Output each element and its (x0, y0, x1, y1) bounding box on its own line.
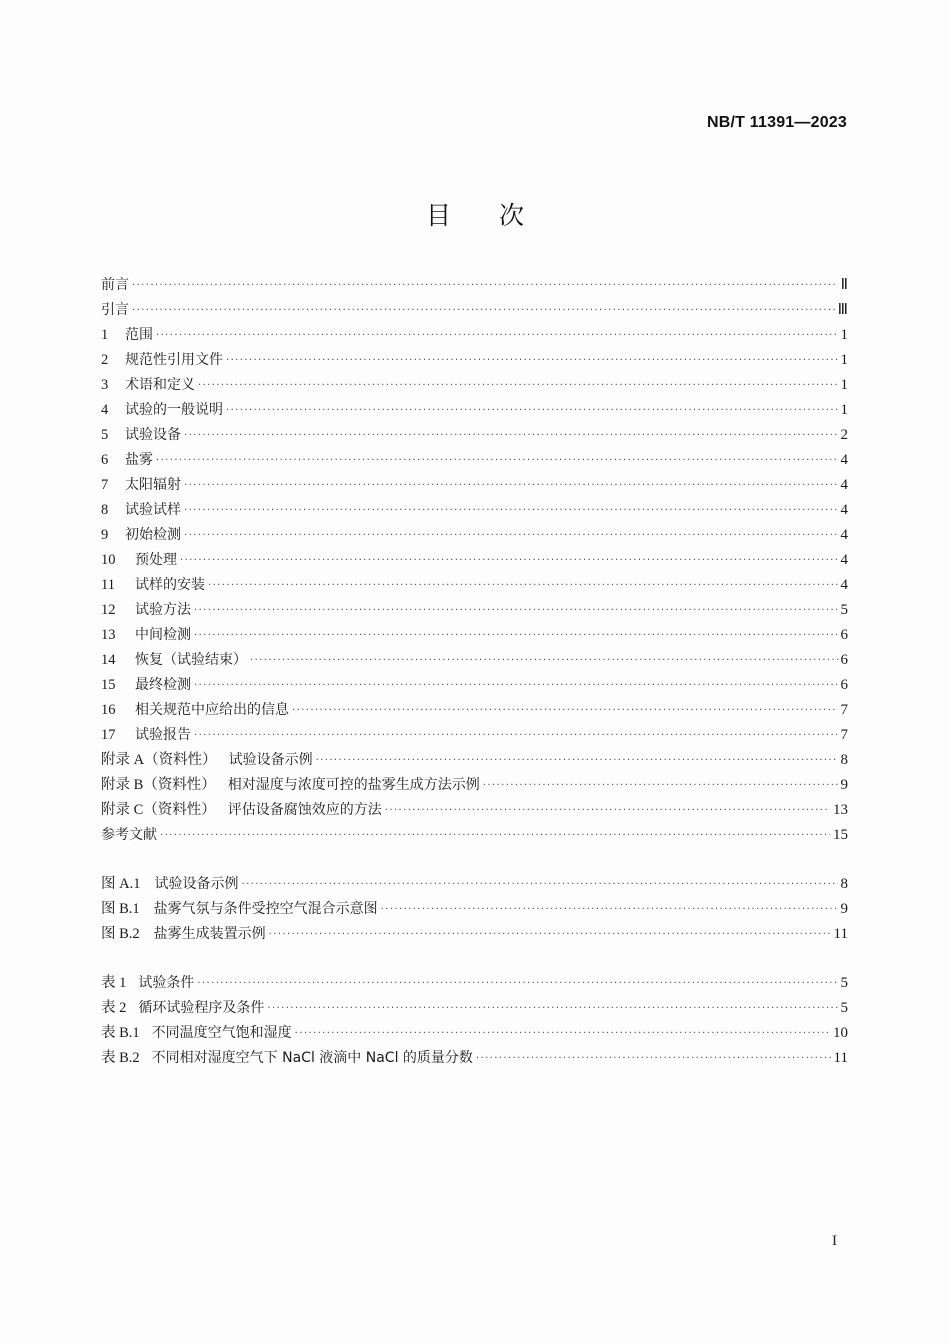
toc-entry[interactable] (101, 473, 848, 498)
toc-entry-title: 中间检测 (135, 627, 191, 643)
toc-entry-title: 盐雾 (125, 452, 153, 468)
toc-entry-title: 评估设备腐蚀效应的方法 (227, 802, 382, 818)
toc-entry-page: 7 (840, 727, 848, 743)
toc-entry[interactable] (101, 373, 848, 398)
toc-entry[interactable] (101, 698, 848, 723)
toc-figures-section (101, 872, 848, 947)
dot-leader (194, 673, 838, 698)
toc-entry-number: 3 (101, 377, 109, 393)
table-entry-number: 表 B.2 (101, 1050, 140, 1066)
dot-leader (269, 922, 831, 947)
toc-entry-page: 15 (833, 827, 848, 843)
toc-main-section (101, 273, 848, 848)
toc-entry-page: 5 (840, 602, 848, 618)
toc-entry[interactable] (101, 548, 848, 573)
figure-entry-page: 11 (833, 926, 848, 942)
table-entry-title: 不同相对湿度空气下 NaCl 液滴中 NaCl 的质量分数 (151, 1050, 473, 1066)
toc-entry[interactable] (101, 273, 848, 298)
toc-entry-page: 9 (840, 777, 848, 793)
dot-leader (156, 448, 838, 473)
toc-entry-title: 试验报告 (135, 727, 191, 743)
figure-entry[interactable] (101, 922, 848, 947)
figure-entry-number: 图 B.2 (101, 926, 140, 942)
table-entry-page: 11 (833, 1050, 848, 1066)
toc-entry-number: 附录 A（资料性） (101, 752, 217, 768)
toc-entry[interactable] (101, 773, 848, 798)
figure-entry-title: 试验设备示例 (154, 876, 239, 892)
toc-entry-page: 4 (840, 552, 848, 568)
toc-entry[interactable] (101, 598, 848, 623)
table-entry-number: 表 2 (101, 1000, 127, 1016)
toc-entry[interactable] (101, 648, 848, 673)
toc-entry-title: 范围 (125, 327, 153, 343)
toc-entry[interactable] (101, 798, 848, 823)
table-entry-number: 表 1 (101, 975, 127, 991)
dot-leader (132, 298, 835, 323)
toc-entry-page: 8 (840, 752, 848, 768)
toc-entry-title: 试验设备 (125, 427, 181, 443)
toc-entry-number: 7 (101, 477, 109, 493)
toc-entry-page: 1 (840, 327, 848, 343)
toc-entry[interactable] (101, 498, 848, 523)
toc-entry-number: 14 (101, 652, 116, 668)
toc-entry-number: 13 (101, 627, 116, 643)
toc-entry-page: 2 (840, 427, 848, 443)
table-entry[interactable] (101, 971, 848, 996)
dot-leader (184, 473, 838, 498)
figure-entry[interactable] (101, 897, 848, 922)
dot-leader (316, 748, 838, 773)
dot-leader (194, 598, 838, 623)
toc-entry-page: 6 (840, 627, 848, 643)
figure-entry-number: 图 B.1 (101, 901, 140, 917)
toc-entry-number: 6 (101, 452, 109, 468)
page-number: I (832, 1233, 837, 1249)
dot-leader (184, 498, 838, 523)
toc-entry-title: 试验方法 (135, 602, 191, 618)
table-of-contents (101, 273, 848, 1071)
figure-entry-number: 图 A.1 (101, 876, 141, 892)
toc-entry[interactable] (101, 523, 848, 548)
figure-entry[interactable] (101, 872, 848, 897)
toc-entry-page: 1 (840, 352, 848, 368)
toc-entry[interactable] (101, 398, 848, 423)
toc-entry-number: 5 (101, 427, 109, 443)
dot-leader (483, 773, 838, 798)
figure-entry-page: 8 (840, 876, 848, 892)
toc-entry-title: 前言 (101, 277, 129, 293)
dot-leader (241, 872, 837, 897)
dot-leader (180, 548, 838, 573)
dot-leader (267, 996, 837, 1021)
toc-entry-page: 4 (840, 477, 848, 493)
toc-entry-title: 参考文献 (101, 827, 157, 843)
toc-entry-page: Ⅱ (840, 277, 848, 293)
dot-leader (292, 698, 838, 723)
dot-leader (156, 323, 838, 348)
toc-entry-page: 1 (840, 402, 848, 418)
toc-entry-number: 12 (101, 602, 116, 618)
toc-entry-number: 11 (101, 577, 115, 593)
toc-entry-number: 9 (101, 527, 109, 543)
toc-entry-title: 试验试样 (125, 502, 181, 518)
dot-leader (160, 823, 830, 848)
toc-entry-title: 太阳辐射 (125, 477, 181, 493)
toc-entry-title: 初始检测 (125, 527, 181, 543)
toc-entry-number: 10 (101, 552, 116, 568)
dot-leader (132, 273, 838, 298)
toc-entry[interactable] (101, 448, 848, 473)
toc-entry-number: 15 (101, 677, 116, 693)
toc-entry[interactable] (101, 348, 848, 373)
toc-entry-title: 术语和定义 (125, 377, 195, 393)
toc-entry[interactable] (101, 623, 848, 648)
table-entry-title: 循环试验程序及条件 (138, 1000, 265, 1016)
table-entry[interactable] (101, 1046, 848, 1071)
dot-leader (226, 348, 838, 373)
toc-entry[interactable] (101, 748, 848, 773)
toc-entry-title: 最终检测 (135, 677, 191, 693)
toc-entry-page: Ⅲ (837, 302, 848, 318)
table-entry-page: 5 (840, 1000, 848, 1016)
toc-entry-title: 恢复（试验结束） (135, 652, 247, 668)
figure-entry-page: 9 (840, 901, 848, 917)
dot-leader (194, 723, 838, 748)
dot-leader (208, 573, 838, 598)
toc-entry-title: 预处理 (135, 552, 177, 568)
toc-entry-page: 7 (840, 702, 848, 718)
dot-leader (197, 971, 837, 996)
toc-entry-title: 引言 (101, 302, 129, 318)
toc-entry[interactable] (101, 298, 848, 323)
toc-entry-number: 17 (101, 727, 116, 743)
toc-entry[interactable] (101, 823, 848, 848)
toc-entry-title: 试验的一般说明 (125, 402, 223, 418)
figure-entry-title: 盐雾生成装置示例 (153, 926, 266, 942)
toc-entry[interactable] (101, 673, 848, 698)
table-entry-page: 10 (833, 1025, 848, 1041)
dot-leader (184, 423, 838, 448)
toc-entry-page: 4 (840, 452, 848, 468)
toc-entry-title: 试样的安装 (135, 577, 205, 593)
table-entry-number: 表 B.1 (101, 1025, 140, 1041)
toc-entry[interactable] (101, 323, 848, 348)
toc-entry[interactable] (101, 723, 848, 748)
toc-entry-page: 6 (840, 652, 848, 668)
toc-entry-title: 试验设备示例 (228, 752, 313, 768)
table-entry[interactable] (101, 1021, 848, 1046)
toc-entry-page: 6 (840, 677, 848, 693)
table-entry[interactable] (101, 996, 848, 1021)
toc-entry-number: 1 (101, 327, 109, 343)
dot-leader (184, 523, 838, 548)
toc-entry-page: 1 (840, 377, 848, 393)
dot-leader (476, 1046, 831, 1071)
table-entry-title: 不同温度空气饱和湿度 (151, 1025, 292, 1041)
table-entry-page: 5 (840, 975, 848, 991)
toc-entry-title: 相关规范中应给出的信息 (135, 702, 289, 718)
toc-tables-section (101, 971, 848, 1071)
toc-entry[interactable] (101, 423, 848, 448)
toc-entry-page: 4 (840, 577, 848, 593)
standard-code: NB/T 11391—2023 (707, 114, 847, 131)
toc-entry-number: 4 (101, 402, 109, 418)
dot-leader (250, 648, 838, 673)
dot-leader (226, 398, 838, 423)
toc-entry-page: 4 (840, 502, 848, 518)
toc-entry-page: 13 (833, 802, 848, 818)
figure-entry-title: 盐雾气氛与条件受控空气混合示意图 (153, 901, 378, 917)
dot-leader (385, 798, 830, 823)
dot-leader (381, 897, 838, 922)
toc-entry-title: 相对湿度与浓度可控的盐雾生成方法示例 (227, 777, 480, 793)
page-title: 目次 (425, 201, 572, 230)
toc-entry-title: 规范性引用文件 (125, 352, 223, 368)
table-entry-title: 试验条件 (138, 975, 195, 991)
toc-entry-number: 2 (101, 352, 109, 368)
dot-leader (194, 623, 838, 648)
toc-entry-number: 16 (101, 702, 116, 718)
toc-entry[interactable] (101, 573, 848, 598)
toc-entry-number: 附录 B（资料性） (101, 777, 216, 793)
dot-leader (295, 1021, 830, 1046)
toc-entry-page: 4 (840, 527, 848, 543)
toc-entry-number: 8 (101, 502, 109, 518)
dot-leader (198, 373, 838, 398)
toc-entry-number: 附录 C（资料性） (101, 802, 216, 818)
